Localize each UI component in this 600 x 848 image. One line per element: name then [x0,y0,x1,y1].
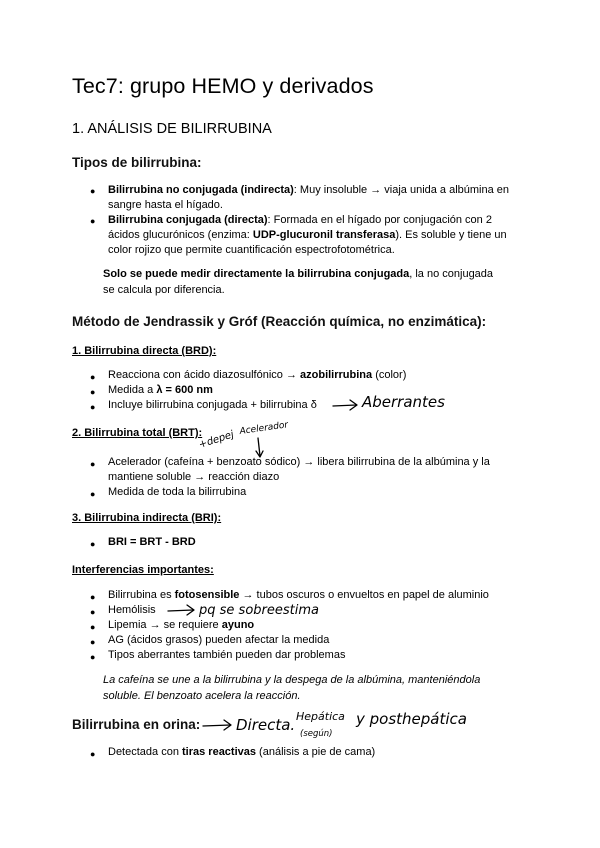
bullet-icon: ● [90,592,96,602]
page-title: Tec7: grupo HEMO y derivados [72,74,374,98]
bullet-icon: ● [90,652,96,662]
bullet-icon: ● [90,637,96,647]
bullet-icon: ● [90,539,96,549]
list-item: Lipemia → se requiere ayuno [108,619,255,631]
handwritten-annotation [330,385,450,415]
list-item: Detectada con tiras reactivas (análisis a pie de cama) [108,746,376,758]
interferencias-heading: Interferencias importantes: [72,564,214,576]
bullet-icon: ● [90,186,96,196]
bullet-icon: ● [90,216,96,226]
note-text: La cafeína se une a la bilirrubina y la despega de la albúmina, manteniéndola [103,674,481,686]
bullet-icon: ● [90,387,96,397]
handwritten-annotation [198,700,467,746]
list-item: Reacciona con ácido diazosulfónico → azobilirrubina (color) [108,369,407,381]
bullet-icon: ● [90,607,96,617]
section-heading: 1. ANÁLISIS DE BILIRRUBINA [72,121,272,137]
bullet-icon: ● [90,402,96,412]
bullet-icon: ● [90,622,96,632]
list-item: Incluye bilirrubina conjugada + bilirrubina δ [108,399,317,411]
svg-text:Hepática: Hepática [296,710,345,723]
svg-text:pq se sobreestima: pq se sobreestima [199,603,319,618]
list-item: AG (ácidos grasos) pueden afectar la medida [108,634,330,646]
svg-text:Aberrantes: Aberrantes [362,393,445,411]
list-item: Bilirrubina no conjugada (indirecta): Muy insoluble → viaja unida a albúmina en [108,184,510,196]
bullet-icon: ● [90,372,96,382]
list-item-cont: sangre hasta el hígado. [108,199,223,211]
list-item: Acelerador (cafeína + benzoato sódico) → libera bilirrubina de la albúmina y la [108,456,490,468]
list-item-cont: color rojizo que permite cuantificación espectrofotométrica. [108,244,395,256]
list-item: Medida a λ = 600 nm [108,384,213,396]
list-item: Tipos aberrantes también pueden dar problemas [108,649,346,661]
orina-heading: Bilirrubina en orina: [72,717,201,732]
note-text-cont: soluble. El benzoato acelera la reacción. [103,690,301,702]
svg-text:Directa.: Directa. [236,716,296,734]
brt-heading: 2. Bilirrubina total (BRT): [72,427,203,439]
note-text-cont: se calcula por diferencia. [103,284,225,296]
metodo-heading: Método de Jendrassik y Gróf (Reacción química, no enzimática): [72,314,487,329]
list-item: Bilirrubina es fotosensible → tubos oscuros o envueltos en papel de aluminio [108,589,489,601]
list-item: BRI = BRT - BRD [108,536,196,548]
svg-text:Acelerador: Acelerador [239,420,289,437]
svg-text:y posthepática: y posthepática [356,710,467,728]
bullet-icon: ● [90,489,96,499]
list-item-cont: ácidos glucurónicos (enzima: UDP-glucuronil transferasa). Es soluble y tiene un [108,229,507,241]
bullet-icon: ● [90,459,96,469]
svg-text:(según): (según) [300,729,333,739]
list-item: Bilirrubina conjugada (directa): Formada en el hígado por conjugación con 2 [108,214,492,226]
list-item-cont: mantiene soluble → reacción diazo [108,471,280,483]
bullet-icon: ● [90,749,96,759]
brd-heading: 1. Bilirrubina directa (BRD): [72,345,217,357]
svg-text:+depej: +depej [197,429,236,451]
list-item: Medida de toda la bilirrubina [108,486,247,498]
note-text: Solo se puede medir directamente la bilirrubina conjugada, la no conjugada [103,268,494,280]
list-item: Hemólisis [108,604,156,616]
tipos-heading: Tipos de bilirrubina: [72,155,202,170]
bri-heading: 3. Bilirrubina indirecta (BRI): [72,512,222,524]
